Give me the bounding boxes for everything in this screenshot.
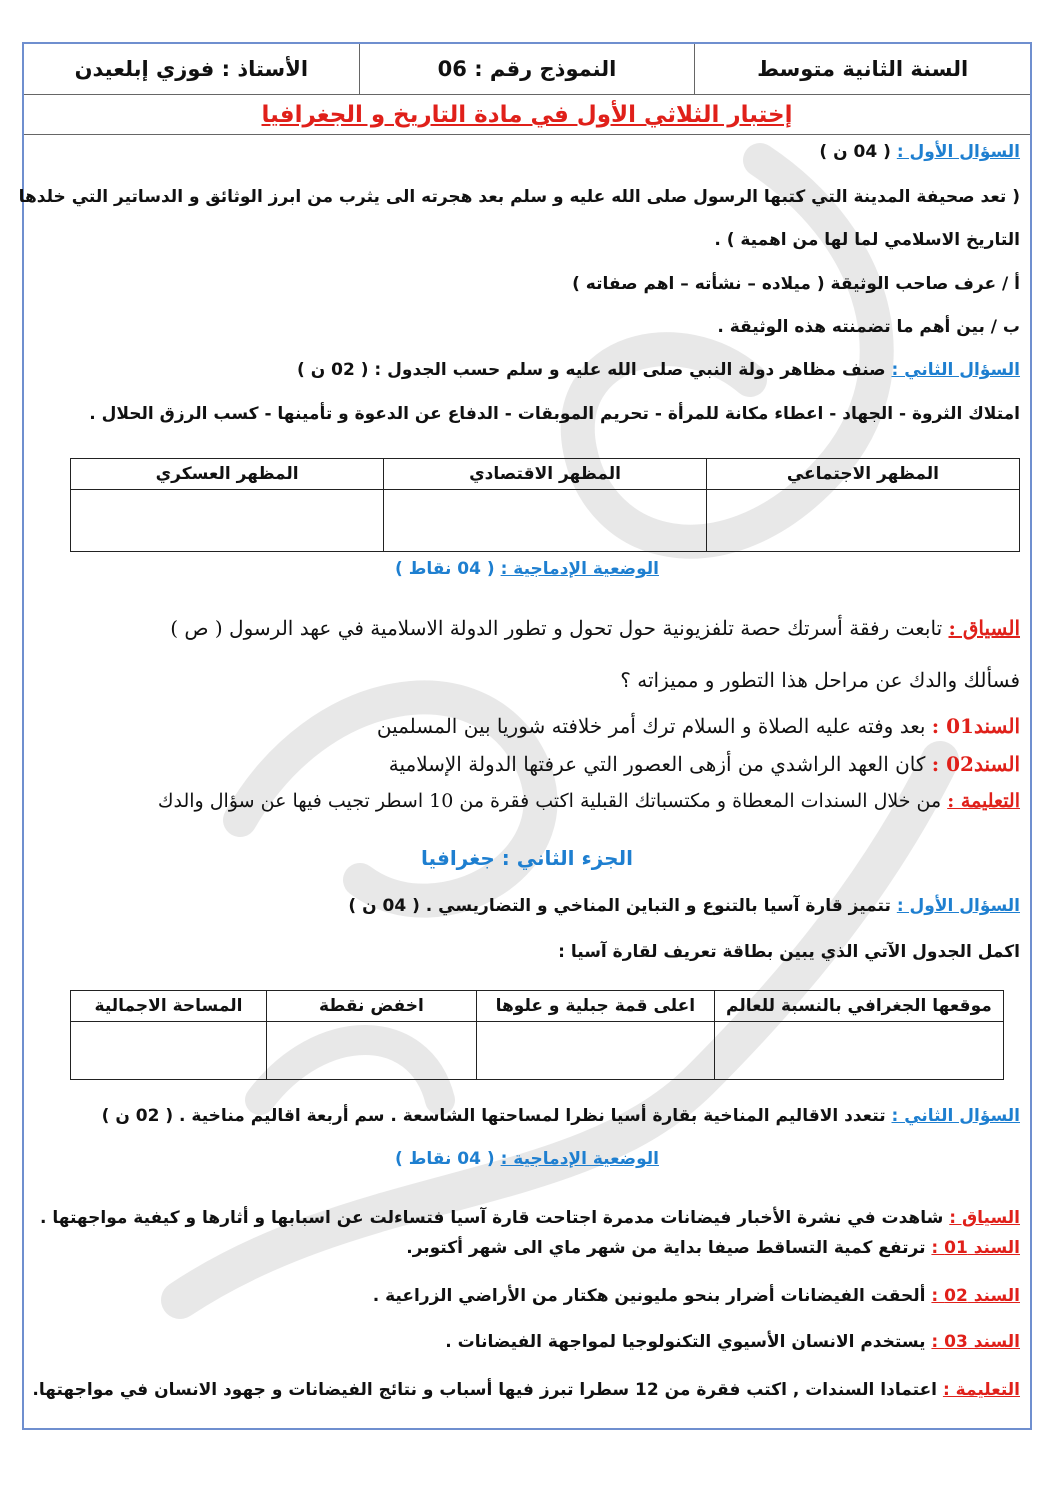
geo-integration-label: الوضعية الإدماجية :: [500, 1149, 659, 1169]
history-q1-text-2: التاريخ الاسلامي لما لها من اهمية ) .: [714, 230, 1020, 250]
geo-context: [34, 1208, 1020, 1228]
history-doc-2-text: كان العهد الراشدي من أزهى العصور التي عرفتها الدولة الإسلامية: [388, 752, 926, 776]
geo-doc-1: [34, 1238, 1020, 1258]
answer-cell-total-area[interactable]: [71, 1022, 267, 1080]
geo-q2-text: تتعدد الاقاليم المناخية بقارة أسيا نظرا لمساحتها الشاسعة . سم أربعة اقاليم مناخية . ( 02 ن ): [101, 1106, 886, 1126]
history-context-line-2: فسألك والدك عن مراحل هذا التطور و مميزاته ؟: [620, 668, 1020, 692]
history-q1-label: السؤال الأول :: [896, 142, 1020, 162]
geo-doc-3-text: يستخدم الانسان الأسيوي التكنولوجيا لمواجهة الفيضانات .: [445, 1332, 926, 1352]
table-header-total-area: المساحة الاجمالية: [71, 991, 267, 1022]
history-instruction-label: التعليمة :: [947, 790, 1020, 812]
answer-cell-social[interactable]: [706, 490, 1019, 552]
history-doc-1: [34, 714, 1020, 738]
history-doc-2-label: السند02 :: [931, 752, 1020, 776]
geo-instruction-label: التعليمة :: [942, 1380, 1020, 1400]
history-doc-1-text: بعد وفته عليه الصلاة و السلام ترك أمر خلافته شوريا بين المسلمين: [376, 714, 926, 738]
geo-doc-2-text: ألحقت الفيضانات أضرار بنحو مليونين هكتار من الأراضي الزراعية .: [372, 1286, 926, 1306]
history-context-label: السياق :: [948, 616, 1020, 640]
geo-q1-text: تتميز قارة آسيا بالتنوع و التباين المناخي و التضاريسي . ( 04 ن ): [348, 896, 891, 916]
exam-title: إختبار الثلاثي الأول في مادة التاريخ و الجغرافيا: [24, 96, 1030, 135]
history-integration-title: [34, 559, 1020, 579]
geo-instruction-text: اعتمادا السندات , اكتب فقرة من 12 سطرا تبرز فيها أسباب و نتائج الفيضانات و جهود الانسان في مواجهتها.: [32, 1380, 938, 1400]
header-bar: [24, 44, 1030, 95]
history-q2-label: السؤال الثاني :: [891, 360, 1020, 380]
table-header-social: المظهر الاجتماعي: [706, 459, 1019, 490]
history-instruction-text: من خلال السندات المعطاة و مكتسباتك القبلية اكتب فقرة من 10 اسطر تجيب فيها عن سؤال والدك: [157, 790, 942, 812]
geo-doc-3-label: السند 03 :: [931, 1332, 1020, 1352]
answer-cell-highest-peak[interactable]: [476, 1022, 714, 1080]
geo-q1-heading: [34, 896, 1020, 916]
table-header-highest-peak: اعلى قمة جبلية و علوها: [476, 991, 714, 1022]
table-header-economic: المظهر الاقتصادي: [384, 459, 707, 490]
history-doc-2: [34, 752, 1020, 776]
geo-integration-title: [34, 1149, 1020, 1169]
geo-q1-table: [70, 990, 1004, 1080]
geo-context-text: شاهدت في نشرة الأخبار فيضانات مدمرة اجتاحت قارة آسيا فتساءلت عن اسبابها و أثارها و كيفية مواجهتها .: [39, 1208, 944, 1228]
geo-doc-3: [34, 1332, 1020, 1352]
geo-doc-1-label: السند 01 :: [931, 1238, 1020, 1258]
geo-q1-label: السؤال الأول :: [896, 896, 1020, 916]
history-instruction: [34, 790, 1020, 812]
answer-cell-military[interactable]: [71, 490, 384, 552]
geo-context-label: السياق :: [949, 1208, 1020, 1228]
geo-q1-instruction: اكمل الجدول الآتي الذي يبين بطاقة تعريف لقارة آسيا :: [558, 942, 1020, 962]
geo-q2-heading: [34, 1106, 1020, 1126]
table-header-military: المظهر العسكري: [71, 459, 384, 490]
model-number: النموذج رقم : 06: [359, 44, 695, 94]
history-doc-1-label: السند01 :: [931, 714, 1020, 738]
answer-cell-location[interactable]: [714, 1022, 1003, 1080]
history-q1-part-a: أ / عرف صاحب الوثيقة ( ميلاده – نشأته – اهم صفاته ): [572, 274, 1020, 294]
history-q1-text-1: ( تعد صحيفة المدينة التي كتبها الرسول صلى الله عليه و سلم بعد هجرته الى يثرب من ابرز الوثائق و الدساتير التي خلدها: [18, 187, 1020, 207]
answer-cell-economic[interactable]: [384, 490, 707, 552]
history-q2-table: [70, 458, 1020, 552]
answer-cell-lowest-point[interactable]: [266, 1022, 476, 1080]
page-frame: [18, 42, 1032, 1430]
geo-doc-2-label: السند 02 :: [931, 1286, 1020, 1306]
geo-q2-label: السؤال الثاني :: [891, 1106, 1020, 1126]
teacher-name: الأستاذ : فوزي إبلعيدن: [74, 57, 309, 81]
history-q2-text: صنف مظاهر دولة النبي صلى الله عليه و سلم حسب الجدول : ( 02 ن ): [297, 360, 886, 380]
table-header-location: موقعها الجغرافي بالنسبة للعالم: [714, 991, 1003, 1022]
history-q2-items: امتلاك الثروة - الجهاد - اعطاء مكانة للمرأة - تحريم الموبقات - الدفاع عن الدعوة و تأمينها - كسب الرزق الحلال .: [89, 404, 1020, 424]
table-header-lowest-point: اخفض نقطة: [266, 991, 476, 1022]
history-context-line-1: [34, 616, 1020, 640]
history-integration-points: ( 04 نقاط ): [395, 559, 495, 579]
history-q1-points: ( 04 ن ): [819, 142, 891, 162]
geography-part-title: الجزء الثاني : جغرافيا: [421, 846, 633, 870]
history-q1-part-b: ب / بين أهم ما تضمنته هذه الوثيقة .: [717, 317, 1020, 337]
geo-doc-2: [34, 1286, 1020, 1306]
history-context-text-1: تابعت رفقة أسرتك حصة تلفزيونية حول تحول و تطور الدولة الاسلامية في عهد الرسول ( ص ): [170, 616, 943, 640]
geo-integration-points: ( 04 نقاط ): [395, 1149, 495, 1169]
history-q2-heading: [34, 360, 1020, 380]
history-integration-label: الوضعية الإدماجية :: [500, 559, 659, 579]
history-q1-heading: [34, 142, 1020, 162]
school-level: السنة الثانية متوسط: [694, 44, 1030, 94]
geo-instruction: [34, 1380, 1020, 1400]
geo-doc-1-text: ترتفع كمية التساقط صيفا بداية من شهر ماي الى شهر أكتوبر.: [406, 1238, 926, 1258]
